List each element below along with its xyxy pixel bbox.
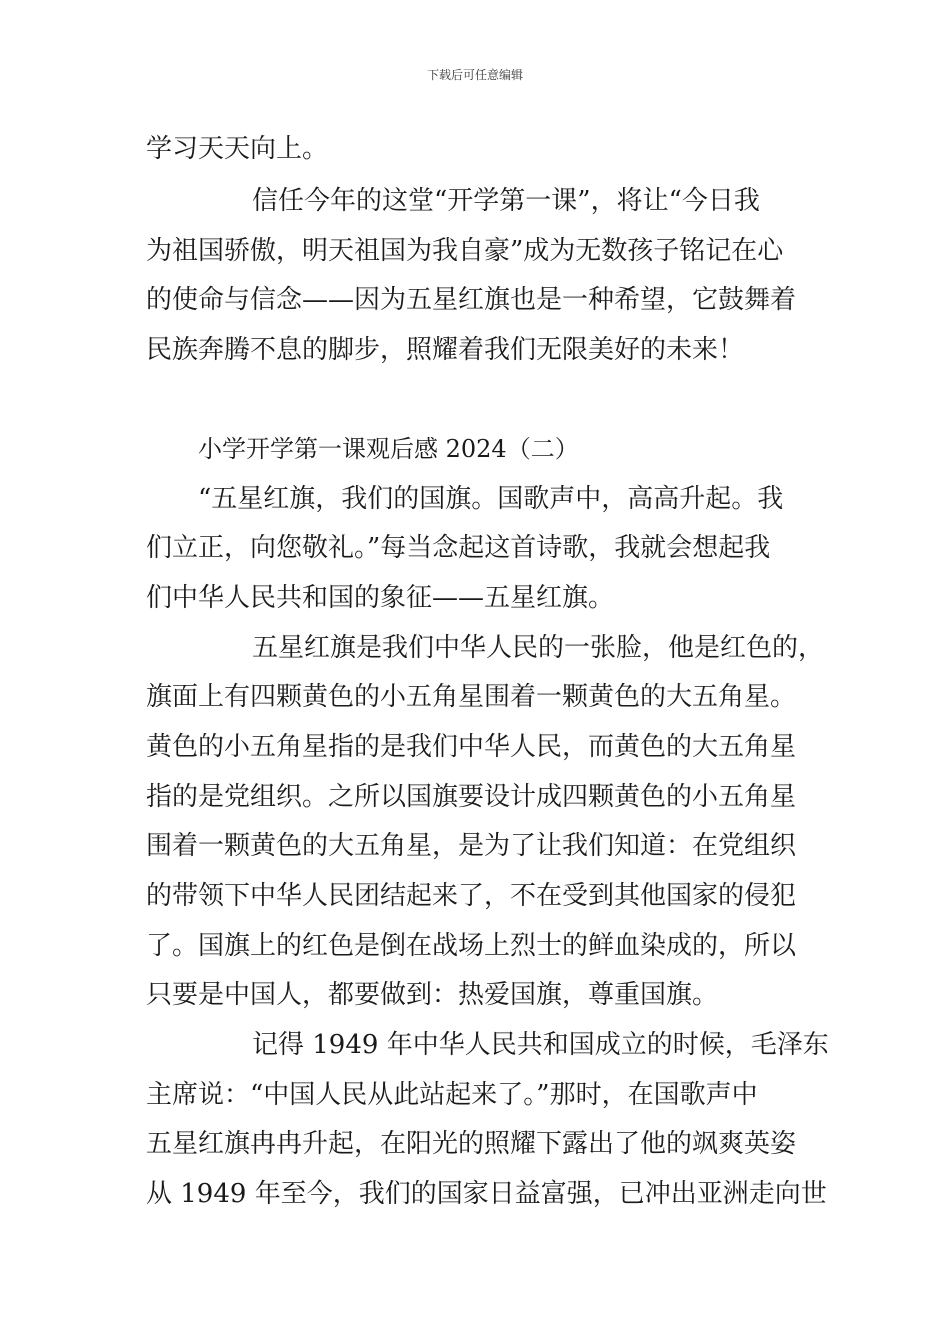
paragraph-line: 民族奔腾不息的脚步，照耀着我们无限美好的未来！: [146, 335, 745, 365]
paragraph-line: 学习天天向上。: [146, 134, 329, 164]
paragraph-line: 为祖国骄傲，明天祖国为我自豪”成为无数孩子铭记在心: [146, 236, 784, 266]
paragraph-line: 五星红旗冉冉升起，在阳光的照耀下露出了他的飒爽英姿: [146, 1129, 797, 1159]
section-title: 小学开学第一课观后感 2024（二）: [198, 435, 579, 463]
paragraph-line: 记得 1949 年中华人民共和国成立的时候，毛泽东: [252, 1030, 829, 1060]
paragraph-line: 五星红旗是我们中华人民的一张脸，他是红色的，: [252, 633, 825, 663]
page-header: 下载后可任意编辑: [426, 68, 523, 82]
paragraph-line: 围着一颗黄色的大五角星，是为了让我们知道：在党组织: [146, 831, 797, 861]
paragraph-line: 黄色的小五角星指的是我们中华人民，而黄色的大五角星: [146, 732, 797, 762]
paragraph-line: 从 1949 年至今，我们的国家日益富强，已冲出亚洲走向世: [146, 1179, 827, 1209]
paragraph-line: 了。国旗上的红色是倒在战场上烈士的鲜血染成的，所以: [146, 931, 797, 961]
paragraph-line: 指的是党组织。之所以国旗要设计成四颗黄色的小五角星: [146, 782, 797, 812]
paragraph-line: “五星红旗，我们的国旗。国歌声中，高高升起。我: [198, 484, 784, 514]
paragraph-line: 们立正，向您敬礼。”每当念起这首诗歌，我就会想起我: [146, 533, 771, 563]
paragraph-line: 只要是中国人，都要做到：热爱国旗，尊重国旗。: [146, 980, 719, 1010]
paragraph-line: 信任今年的这堂“开学第一课”，将让“今日我: [252, 186, 760, 216]
paragraph-line: 的使命与信念——因为五星红旗也是一种希望，它鼓舞着: [146, 285, 797, 315]
paragraph-line: 旗面上有四颗黄色的小五角星围着一颗黄色的大五角星。: [146, 682, 797, 712]
paragraph-line: 主席说：“中国人民从此站起来了。”那时，在国歌声中: [146, 1080, 758, 1110]
paragraph-line: 们中华人民共和国的象征——五星红旗。: [146, 583, 615, 613]
paragraph-line: 的带领下中华人民团结起来了，不在受到其他国家的侵犯: [146, 881, 797, 911]
